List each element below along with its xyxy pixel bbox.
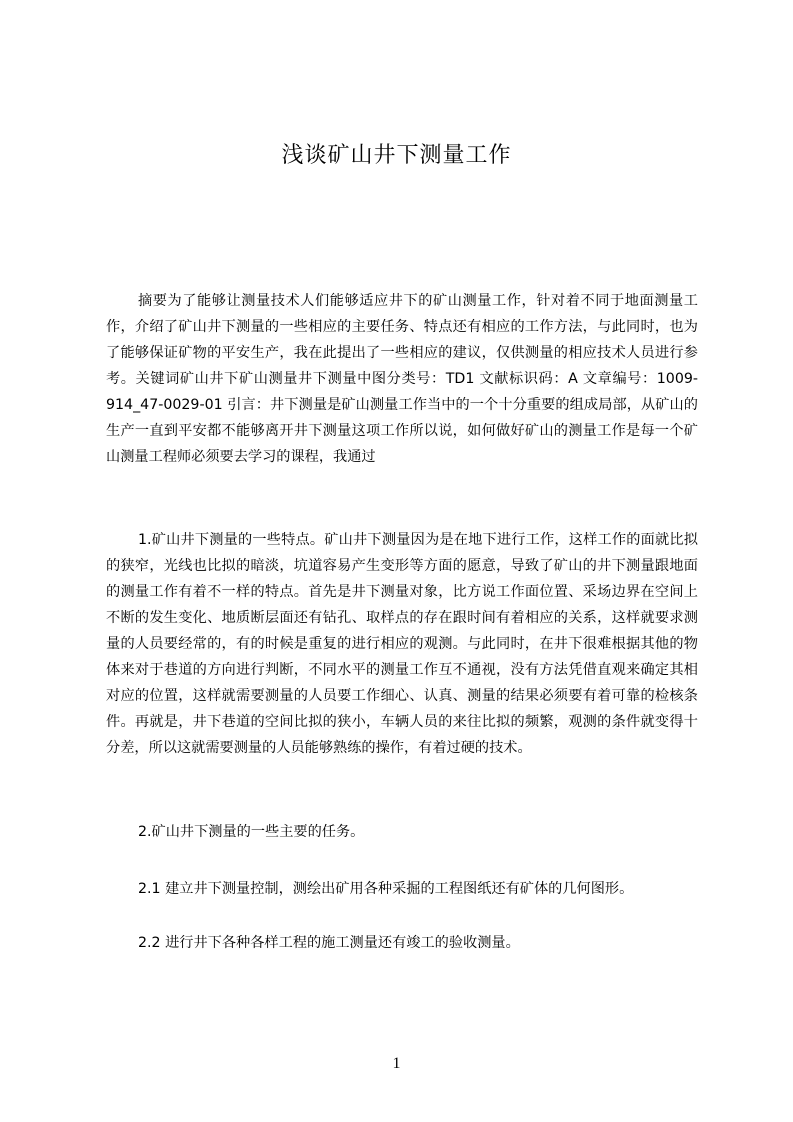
section-2-heading: 2.矿山井下测量的一些主要的任务。 <box>138 824 365 840</box>
abstract-paragraph: 摘要为了能够让测量技术人们能够适应井下的矿山测量工作，针对着不同于地面测量工作，介绍了矿山井下测量的一些相应的主要任务、特点还有相应的工作方法，与此同时，也为了能够保证矿物的平安生产，我在此提出了一些相应的建议，仅供测量的相应技术人员进行参考。关键词矿山井下矿山测量井下测量中图分类号：TD1 文献标识码：A 文章编号：1009-914_47-0029-01 引言：井下测量是矿山测量工作当中的一个十分重要的组成局部，从矿山的生产一直到平安都不能够离开井下测量这项工作所以说，如何做好矿山的测量工作是每一个矿山测量工程师必须要去学习的课程，我通过 <box>106 293 698 465</box>
document-title: 浅谈矿山井下测量工作 <box>281 143 512 168</box>
section-2-2-paragraph: 2.2 进行井下各种各样工程的施工测量还有竣工的验收测量。 <box>138 935 520 951</box>
section-2-1-paragraph: 2.1 建立井下测量控制，测绘出矿用各种采掘的工程图纸还有矿体的几何图形。 <box>138 881 634 897</box>
section-1-paragraph: 1.矿山井下测量的一些特点。矿山井下测量因为是在地下进行工作，这样工作的面就比拟的狭窄，光线也比拟的暗淡，坑道容易产生变形等方面的愿意，导致了矿山的井下测量跟地面的测量工作有着不一样的特点。首先是井下测量对象，比方说工作面位置、采场边界在空间上不断的发生变化、地质断层面还有钻孔、取样点的存在跟时间有着相应的关系，这样就要求测量的人员要经常的，有的时候是重复的进行相应的观测。与此同时，在井下很难根据其他的物体来对于巷道的方向进行判断，不同水平的测量工作互不通视，没有方法凭借直观来确定其相对应的位置，这样就需要测量的人员要工作细心、认真、测量的结果必须要有着可靠的检核条件。再就是，井下巷道的空间比拟的狭小，车辆人员的来往比拟的频繁，观测的条件就变得十分差，所以这就需要测量的人员能够熟练的操作，有着过硬的技术。 <box>106 532 698 756</box>
page-number: 1 <box>392 1055 401 1072</box>
